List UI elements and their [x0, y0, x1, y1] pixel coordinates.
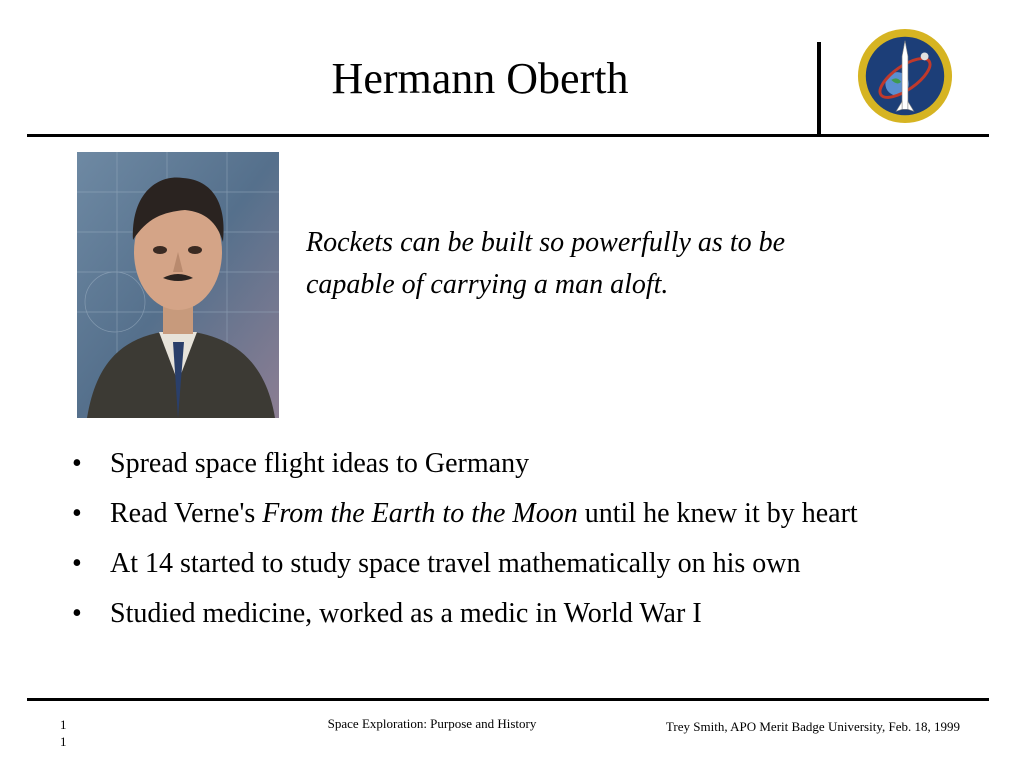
bullet-dot: •	[72, 498, 82, 529]
bullet-text-after: until he knew it by heart	[577, 498, 858, 529]
bullet-dot: •	[72, 448, 82, 479]
bullet-item	[70, 444, 970, 484]
bullet-list	[70, 444, 970, 644]
portrait-photo	[77, 152, 279, 418]
bullet-text: Studied medicine, worked as a medic in World War I	[110, 598, 702, 629]
slide-title: Hermann Oberth	[331, 54, 629, 103]
title-divider	[27, 134, 989, 137]
space-exploration-merit-badge-icon	[856, 27, 954, 125]
bullet-item	[70, 544, 970, 584]
page-number-line: 1	[60, 734, 67, 749]
bullet-dot: •	[72, 548, 82, 579]
header-vertical-divider	[817, 42, 821, 134]
bullet-item	[70, 494, 970, 534]
quote-line: capable of carrying a man aloft.	[306, 269, 669, 300]
bullet-text-before: Read Verne's	[110, 498, 263, 529]
bullet-text: Spread space flight ideas to Germany	[110, 448, 530, 479]
footer-author-date: Trey Smith, APO Merit Badge University, Feb. 18, 1999	[665, 719, 960, 734]
bullet-text: At 14 started to study space travel mathematically on his own	[110, 548, 801, 579]
book-title: From the Earth to the Moon	[262, 498, 578, 529]
footer-presentation-title: Space Exploration: Purpose and History	[327, 716, 537, 731]
footer-divider	[27, 698, 989, 701]
quote	[306, 222, 926, 306]
page-number-line: 1	[60, 717, 67, 732]
bullet-dot: •	[72, 598, 82, 629]
bullet-item	[70, 594, 970, 634]
quote-line: Rockets can be built so powerfully as to be	[306, 227, 786, 258]
